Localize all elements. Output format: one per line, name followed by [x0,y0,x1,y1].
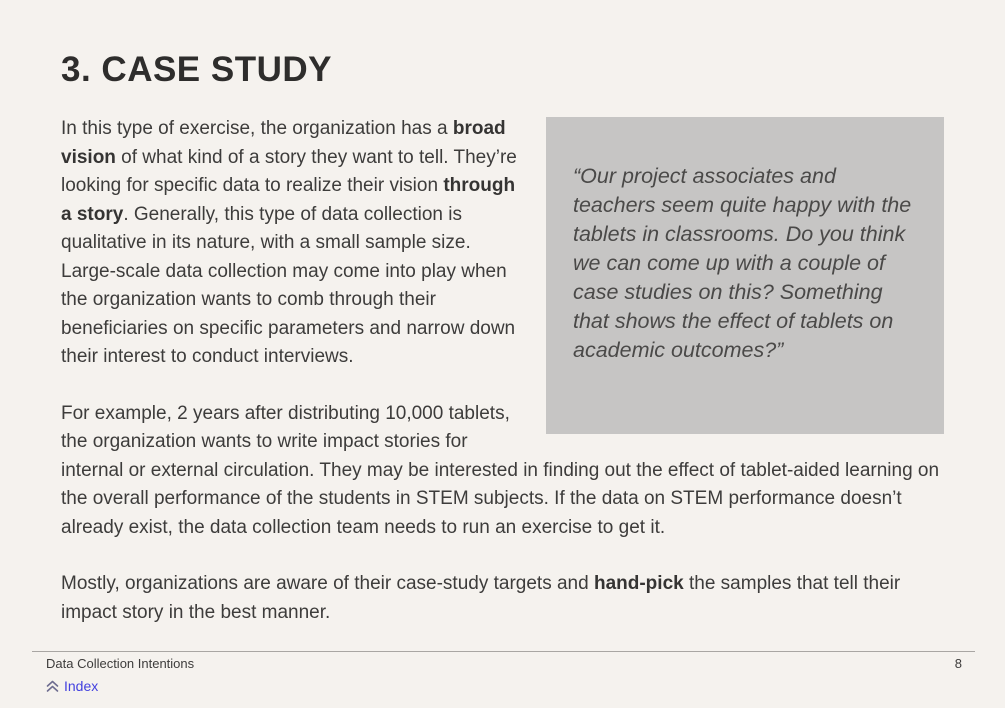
index-link-label: Index [64,678,99,694]
footer-page-number: 8 [954,656,962,671]
main-content [61,0,944,627]
page-footer [32,651,975,694]
paragraph-1: In this type of exercise, the organization has a broad vision of what kind of a story they want to tell. They’re looking for specific data to realize their vision through a story. Generally, this type of data collection is qualitative in its nature, with a small sample size. Large-scale data collection may come into play when the organization wants to comb through their beneficiaries on specific parameters and narrow down their interest to conduct interviews. [61,118,517,367]
paragraph-2: For example, 2 years after distributing 10,000 tablets, the organization wants to write impact stories for internal or external circulation. They may be interested in finding out the effect of tablet-aided learning on the overall performance of the students in STEM subjects. If the data on STEM performance doesn’t already exist, the data collection team needs to run an exercise to get it. [61,402,940,538]
text-flow [61,115,944,627]
footer-row [32,651,975,671]
chevrons-up-icon [46,679,59,693]
footer-doc-title: Data Collection Intentions [46,656,195,671]
index-link[interactable] [46,678,98,694]
page-title: 3. CASE STUDY [61,50,332,89]
index-row [46,678,975,694]
paragraph-3: Mostly, organizations are aware of their case-study targets and hand-pick the samples that tell their impact story in the best manner. [61,573,901,623]
quote-box [546,117,944,434]
quote-text: “Our project associates and teachers seem quite happy with the tablets in classrooms. Do you think we can come up with a couple of case studies on this? Something that shows the effect of tablets on academic outcomes?” [573,164,912,362]
